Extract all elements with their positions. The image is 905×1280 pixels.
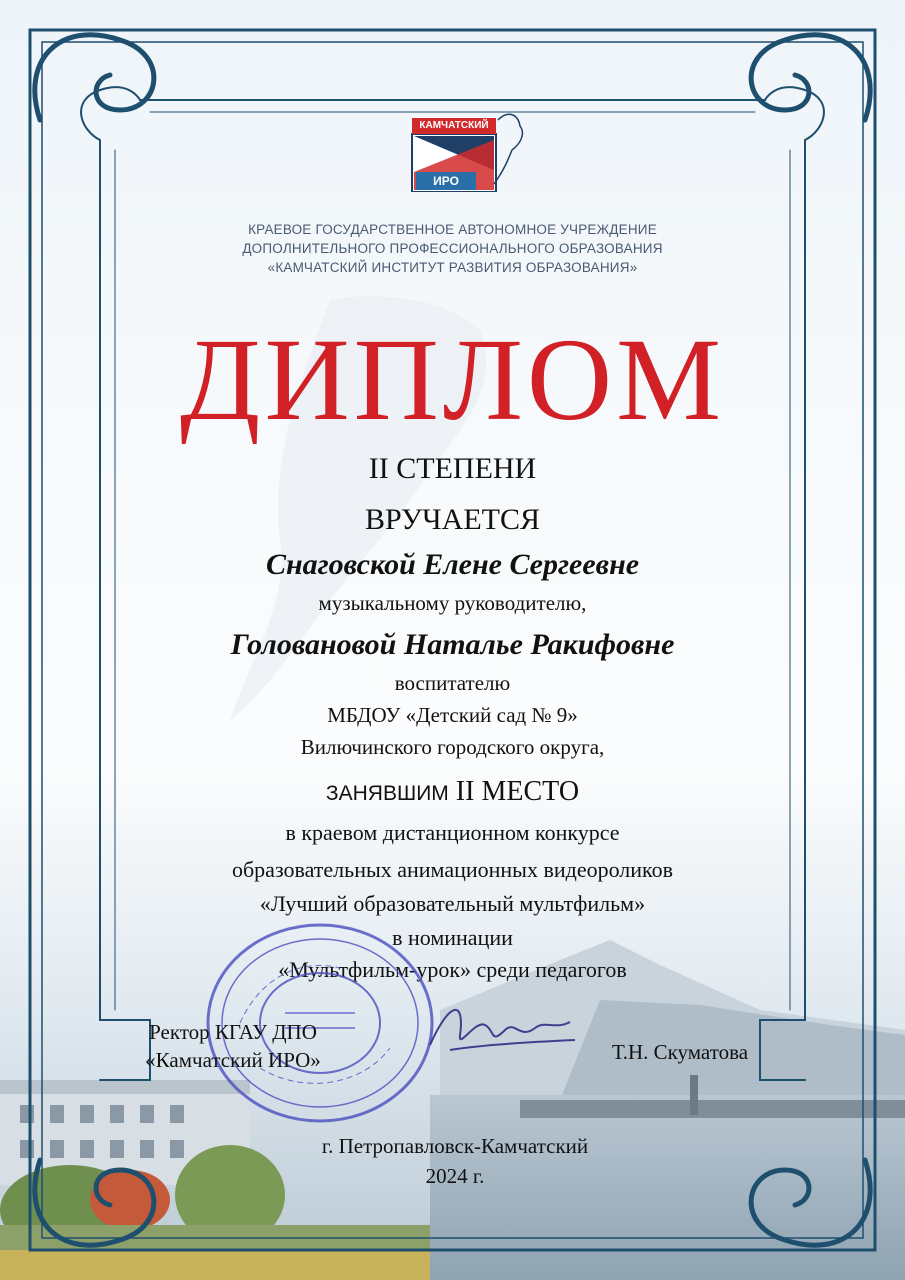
contest-line-1: в краевом дистанционном конкурсе bbox=[285, 820, 620, 845]
footer-year: 2024 г. bbox=[425, 1164, 485, 1188]
contest-line-2: образовательных анимационных видеороликов bbox=[231, 857, 674, 882]
institution: МБДОУ «Детский сад № 9» bbox=[327, 703, 578, 727]
place-prefix: ЗАНЯВШИМ bbox=[325, 782, 449, 805]
awarded-label: ВРУЧАЕТСЯ bbox=[364, 503, 541, 536]
logo-text-top: КАМЧАТСКИЙ bbox=[412, 118, 496, 134]
footer-city: г. Петропавловск-Камчатский bbox=[321, 1134, 589, 1158]
place-value: II МЕСТО bbox=[455, 776, 580, 807]
recipient-1-name: Снаговской Елене Сергеевне bbox=[265, 548, 640, 581]
recipient-2-role: воспитателю bbox=[394, 671, 511, 695]
place-line bbox=[120, 776, 785, 808]
recipient-2-name: Головановой Наталье Ракифовне bbox=[230, 628, 675, 661]
recipient-1-role: музыкальному руководителю, bbox=[318, 591, 587, 615]
org-line-3: «КАМЧАТСКИЙ ИНСТИТУТ РАЗВИТИЯ ОБРАЗОВАНИЯ» bbox=[267, 260, 638, 275]
kamchatka-iro-logo bbox=[408, 110, 533, 192]
contest-line-3: «Лучший образовательный мультфильм» bbox=[259, 891, 646, 916]
nomination-line-2: «Мультфильм-урок» среди педагогов bbox=[278, 957, 627, 982]
org-line-1: КРАЕВОЕ ГОСУДАРСТВЕННОЕ АВТОНОМНОЕ УЧРЕЖДЕНИЕ bbox=[248, 222, 657, 237]
nomination-line-1: в номинации bbox=[392, 925, 513, 950]
org-line-2: ДОПОЛНИТЕЛЬНОГО ПРОФЕССИОНАЛЬНОГО ОБРАЗОВАНИЯ bbox=[242, 241, 663, 256]
signatory-position-line-2: «Камчатский ИРО» bbox=[145, 1048, 321, 1072]
diploma-title: ДИПЛОМ bbox=[179, 314, 726, 445]
logo-text-bottom: ИРО bbox=[416, 172, 476, 190]
district: Вилючинского городского округа, bbox=[300, 735, 605, 759]
signatory-position-line-1: Ректор КГАУ ДПО bbox=[149, 1020, 317, 1044]
signatory-position bbox=[98, 1018, 368, 1074]
signatory-name: Т.Н. Скуматова bbox=[612, 1040, 749, 1064]
handwritten-signature bbox=[420, 990, 580, 1070]
diploma-degree: II СТЕПЕНИ bbox=[368, 452, 537, 485]
